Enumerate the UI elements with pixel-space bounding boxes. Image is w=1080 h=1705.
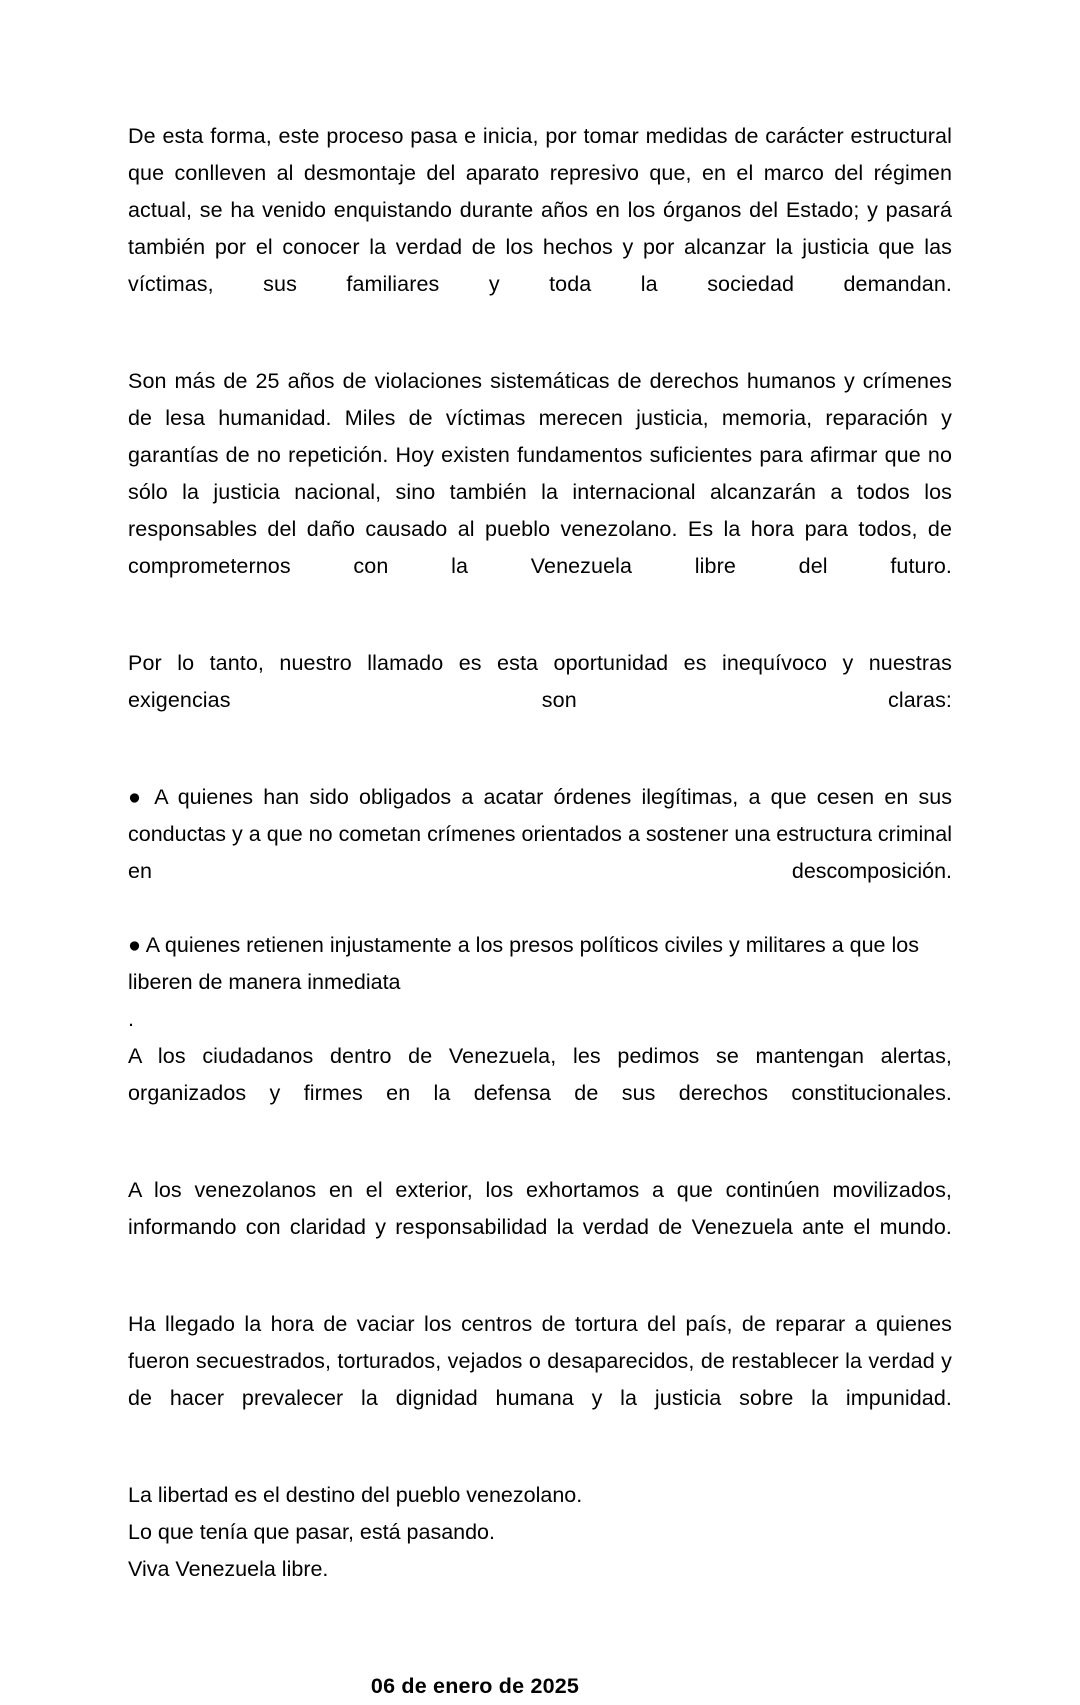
paragraph-medidas-estructurales: De esta forma, este proceso pasa e inicia, por tomar medidas de carácter estructural que conlleven al desmontaje del aparato represivo que, en el marco del régimen actual, se ha venido enquistando durante años en los órganos del Estado; y pasará también por el conocer la verdad de los hechos y por alcanzar la justicia que las víctimas, sus familiares y toda la sociedad demandan. [128,124,952,296]
closing-line-libertad: La libertad es el destino del pueblo venezolano. [128,1483,583,1507]
closing-line-pasando: Lo que tenía que pasar, está pasando. [128,1520,495,1544]
paragraph-violaciones-derechos-humanos: Son más de 25 años de violaciones sistemáticas de derechos humanos y crímenes de lesa humanidad. Miles de víctimas merecen justicia, memoria, reparación y garantías de no repetición. Hoy existen fundamentos suficientes para afirmar que no sólo la justicia nacional, sino también la internacional alcanzarán a todos los responsables del daño causado al pueblo venezolano. Es la hora para todos, de comprometernos con la Venezuela libre del futuro. [128,369,952,578]
stray-period-line: . [128,1007,134,1031]
document-body [128,118,952,1705]
demands-list [128,779,952,1038]
paragraph-llamado-exigencias: Por lo tanto, nuestro llamado es esta oportunidad es inequívoco y nuestras exigencias son claras: [128,651,952,712]
paragraph-ciudadanos-dentro-venezuela: A los ciudadanos dentro de Venezuela, les pedimos se mantengan alertas, organizados y firmes en la defensa de sus derechos constitucionales. [128,1044,952,1105]
signature-date: 06 de enero de 2025 [370,1674,580,1698]
paragraph-centros-de-tortura: Ha llegado la hora de vaciar los centros de tortura del país, de reparar a quienes fueron secuestrados, torturados, vejados o desaparecidos, de restablecer la verdad y de hacer prevalecer la dignidad humana y la justicia sobre la impunidad. [128,1312,952,1410]
demand-item-ordenes-ilegitimas: ● A quienes han sido obligados a acatar órdenes ilegítimas, a que cesen en sus conductas y a que no cometan crímenes orientados a sostener una estructura criminal en descomposición. [128,785,952,883]
paragraph-venezolanos-exterior: A los venezolanos en el exterior, los exhortamos a que continúen movilizados, informando con claridad y responsabilidad la verdad de Venezuela ante el mundo. [128,1178,952,1239]
closing-block [128,1477,952,1588]
paragraph-spacer [128,1149,952,1172]
demand-item-presos-politicos: ● A quienes retienen injustamente a los presos políticos civiles y militares a que los liberen de manera inmediata [128,933,919,994]
closing-line-viva-venezuela: Viva Venezuela libre. [128,1557,329,1581]
